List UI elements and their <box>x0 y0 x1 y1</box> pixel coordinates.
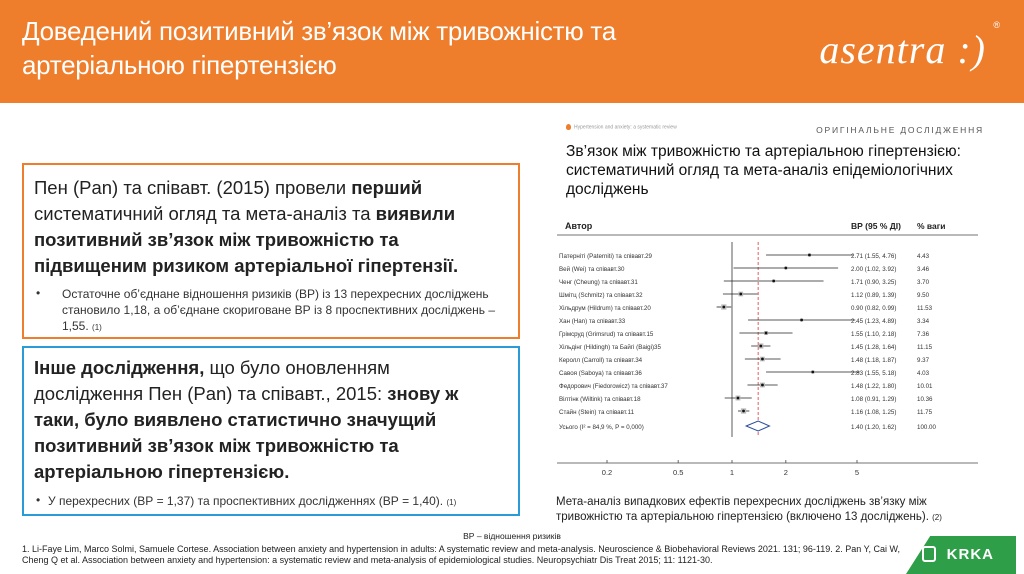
box2-line2-bold: знову ж <box>387 383 459 404</box>
study-label: Ченг (Cheung) та співавт.31 <box>559 279 638 286</box>
point-estimate <box>737 397 740 400</box>
study-label: Хільдінг (Hildingh) та Байгі (Baigi)35 <box>559 344 661 351</box>
box1-line1-bold: перший <box>351 177 423 198</box>
x-tick-label: 2 <box>783 468 788 477</box>
point-estimate <box>784 267 787 270</box>
x-tick-label: 1 <box>729 468 735 477</box>
point-estimate <box>811 371 814 374</box>
rr-ci-label: 2.71 (1.55, 4.76) <box>851 253 897 260</box>
overall-rr-ci-label: 1.40 (1.20, 1.62) <box>851 424 897 431</box>
study-label: Шмітц (Schmitz) та співавт.32 <box>559 292 643 299</box>
rr-ci-label: 0.90 (0.82, 0.99) <box>851 305 897 312</box>
box1-bullet-line1: Остаточне об’єднане відношення ризиків (ВР) із 13 перехресних досліджень <box>62 287 489 301</box>
title-line-1: Доведений позитивний зв’язок між тривожністю та <box>22 16 616 46</box>
rr-ci-label: 1.55 (1.10, 2.18) <box>851 331 897 338</box>
point-estimate <box>808 254 811 257</box>
point-estimate <box>761 358 764 361</box>
journal-name: Hypertension and anxiety: a systematic review <box>574 124 677 131</box>
rr-ci-label: 2.00 (1.02, 3.92) <box>851 266 897 273</box>
col-rr-header: ВР (95 % ДІ) <box>851 221 901 231</box>
box1-bullet: • <box>36 286 41 300</box>
box1-line2: систематичний огляд та мета-аналіз та <box>34 203 376 224</box>
weight-label: 10.01 <box>917 383 933 390</box>
col-author-header: Автор <box>565 221 593 231</box>
weight-label: 11.75 <box>917 409 933 416</box>
figure-caption <box>556 495 996 525</box>
paper-title: Зв’язок між тривожністю та артеріальною гіпертензією: систематичний огляд та мета-аналіз епідеміологічних досліджень <box>566 143 961 198</box>
box2-bullet-line1: У перехресних (ВР = 1,37) та проспективних дослідженнях (ВР = 1,40). <box>48 494 444 508</box>
weight-label: 3.70 <box>917 279 930 286</box>
original-research-label: ОРИГІНАЛЬНЕ ДОСЛІДЖЕННЯ <box>816 125 984 135</box>
rr-ci-label: 1.48 (1.18, 1.87) <box>851 357 897 364</box>
rr-ci-label: 1.45 (1.28, 1.64) <box>851 344 897 351</box>
study-label: Савоя (Saboya) та співавт.36 <box>559 370 642 377</box>
x-tick-label: 0.5 <box>672 468 684 477</box>
references: 1. Li-Faye Lim, Marco Solmi, Samuele Cortese. Association between anxiety and hypertension in adults: A systematic review and meta-analysis. Neuroscience & Biobehavioral Reviews 2021. 131; 96-119. 2. Pan Y, Cai W, Cheng Q et al. Association between anxiety and hypertension: a systematic review and meta-analysis of epidemiological studies. Neuropsychiatr Dis Treat 2015; 11: 1121-30. <box>22 544 900 565</box>
box1-text <box>34 175 514 279</box>
box2-line5: артеріальною гіпертензією. <box>34 461 290 482</box>
col-weight-header: % ваги <box>917 221 946 231</box>
weight-label: 7.36 <box>917 331 930 338</box>
box1-reference: (1) <box>92 323 102 332</box>
study-label: Хільдрум (Hildrum) та співавт.20 <box>559 305 651 312</box>
study-label: Керолл (Carroll) та співавт.34 <box>559 357 643 364</box>
finding-box-pan <box>22 163 520 339</box>
point-estimate <box>761 384 764 387</box>
box1-line3: позитивний зв’язок між тривожністю та <box>34 229 399 250</box>
weight-label: 3.34 <box>917 318 930 325</box>
journal-header <box>566 124 677 130</box>
study-label: Вілтінк (Wiltink) та співавт.18 <box>559 396 641 403</box>
box1-line1: Пен (Pan) та співавт. (2015) провели <box>34 177 352 198</box>
forest-plot <box>555 218 980 488</box>
rr-ci-label: 2.83 (1.55, 5.18) <box>851 370 897 377</box>
weight-label: 4.43 <box>917 253 930 260</box>
weight-label: 3.46 <box>917 266 930 273</box>
title-line-2: артеріальною гіпертензією <box>22 50 337 80</box>
rr-ci-label: 1.71 (0.90, 3.25) <box>851 279 897 286</box>
box2-bullet: • <box>36 493 41 507</box>
x-tick-label: 0.2 <box>601 468 613 477</box>
box2-bullet-text <box>48 493 518 511</box>
weight-label: 11.15 <box>917 344 933 351</box>
krka-logo: KRKA <box>946 546 994 563</box>
study-label: Федорович (Fiedorowicz) та співавт.37 <box>559 383 668 390</box>
box1-line4: підвищеним ризиком артеріальної гіпертензії. <box>34 255 459 276</box>
rr-ci-label: 1.08 (0.91, 1.29) <box>851 396 897 403</box>
overall-weight-label: 100.00 <box>917 424 936 431</box>
box2-reference: (1) <box>446 498 457 507</box>
point-estimate <box>772 280 775 283</box>
registered-mark: ® <box>993 20 1000 30</box>
box2-line1-bold: Інше дослідження, <box>34 357 205 378</box>
weight-label: 11.53 <box>917 305 933 312</box>
weight-label: 4.03 <box>917 370 930 377</box>
study-label: Грімсруд (Grimsrud) та співавт.15 <box>559 331 654 338</box>
box1-bullet-line3: 1,55. <box>62 319 89 333</box>
box2-line3: таки, було виявлено статистично значущий <box>34 409 437 430</box>
journal-logo-icon <box>566 124 571 130</box>
rr-ci-label: 2.45 (1.23, 4.89) <box>851 318 897 325</box>
forest-plot-svg <box>555 218 980 488</box>
weight-label: 9.37 <box>917 357 930 364</box>
point-estimate <box>742 410 745 413</box>
slide-title <box>22 14 742 82</box>
box2-line1: що було оновленням <box>204 357 390 378</box>
weight-label: 10.36 <box>917 396 933 403</box>
box2-line2: дослідження Пен (Pan) та співавт., 2015: <box>34 383 388 404</box>
study-label: Вей (Wei) та співавт.30 <box>559 266 625 273</box>
rr-ci-label: 1.12 (0.89, 1.39) <box>851 292 897 299</box>
rr-ci-label: 1.16 (1.08, 1.25) <box>851 409 897 416</box>
box1-bullet-text <box>62 286 512 336</box>
x-tick-label: 5 <box>854 468 860 477</box>
rr-ci-label: 1.48 (1.22, 1.80) <box>851 383 897 390</box>
overall-label: Усього (I² = 84,9 %, P = 0,000) <box>559 424 644 431</box>
weight-label: 9.50 <box>917 292 930 299</box>
box2-text <box>34 355 514 485</box>
study-label: Хан (Han) та співавт.33 <box>559 318 626 325</box>
box2-line4: позитивний зв’язок між тривожністю та <box>34 435 399 456</box>
abbreviation-note: ВР – відношення ризиків <box>463 531 561 541</box>
caption-reference: (2) <box>932 513 942 522</box>
box1-line2-bold: виявили <box>375 203 456 224</box>
point-estimate <box>765 332 768 335</box>
point-estimate <box>739 293 742 296</box>
asentra-logo: asentra :) <box>819 27 986 72</box>
box1-bullet-line2: становило 1,18, а об’єднане скориговане ВР із 8 проспективних досліджень – <box>62 303 496 317</box>
study-label: Стайн (Stein) та співавт.11 <box>559 409 635 416</box>
finding-box-update <box>22 346 520 516</box>
point-estimate <box>800 319 803 322</box>
study-label: Патерніті (Paterniti) та співавт.29 <box>559 253 652 260</box>
caption-text: Мета-аналіз випадкових ефектів перехресних досліджень зв’язку між тривожністю та артеріальною гіпертензією (включено 13 досліджень). <box>556 496 929 523</box>
point-estimate <box>722 306 725 309</box>
krka-mark-icon <box>922 546 936 562</box>
point-estimate <box>759 345 762 348</box>
overall-diamond <box>746 421 769 431</box>
